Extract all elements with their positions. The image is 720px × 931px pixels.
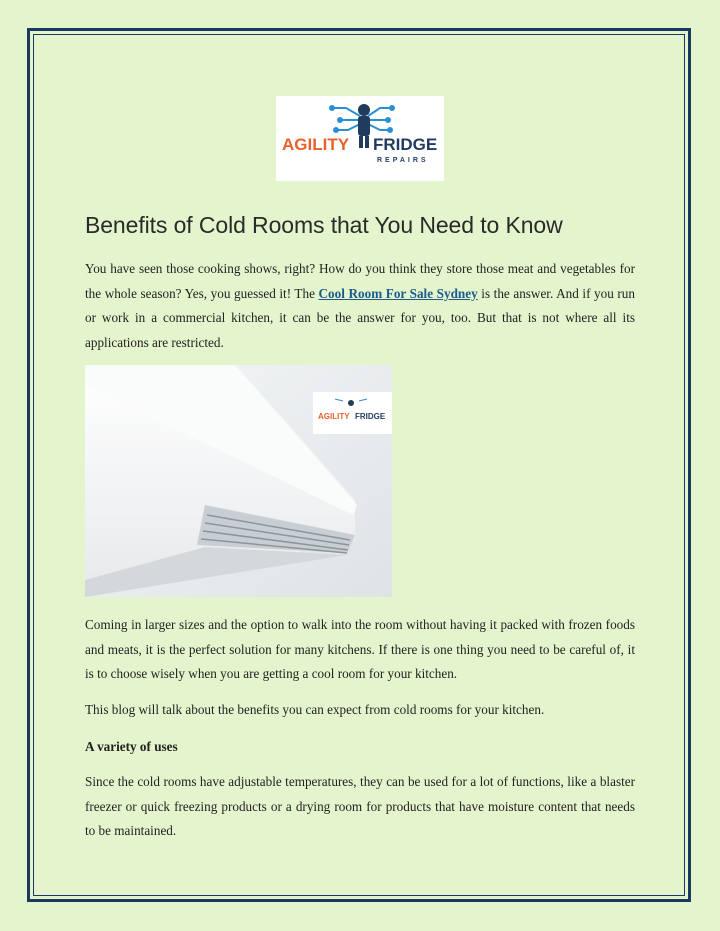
- logo-word-fridge: FRIDGE: [373, 135, 438, 154]
- air-conditioner-photo: [85, 365, 392, 597]
- fourth-paragraph: Since the cold rooms have adjustable temperatures, they can be used for a lot of functions, like a blaster freezer or quick freezing products or a drying room for products that have moisture content that needs to be maintained.: [85, 774, 635, 838]
- third-paragraph: This blog will talk about the benefits you can expect from cold rooms for your kitchen.: [85, 702, 545, 717]
- intro-paragraph: [85, 257, 635, 355]
- logo-word-repairs: REPAIRS: [377, 157, 429, 164]
- company-logo: [276, 96, 444, 181]
- cool-room-link[interactable]: Cool Room For Sale Sydney: [318, 285, 478, 301]
- photo-logo-word-fridge: FRIDGE: [355, 412, 386, 421]
- section-heading: A variety of uses: [85, 739, 178, 754]
- intro-text-after: is the answer. And if you run or work in a commercial kitchen, it can be the answer for you, too. But that is not where all its applications are restricted.: [85, 285, 635, 350]
- article-title: Benefits of Cold Rooms that You Need to Know: [85, 212, 563, 238]
- second-paragraph: Coming in larger sizes and the option to walk into the room without having it packed with frozen foods and meats, it is the perfect solution for many kitchens. If there is one thing you need to be careful of, it is to choose wisely when you are getting a cool room for your kitchen.: [85, 617, 635, 681]
- intro-text-before: You have seen those cooking shows, right? How do you think they store those meat and vegetables for the whole season? Yes, you guessed it! The: [85, 261, 635, 301]
- photo-logo-word-agility: AGILITY: [318, 412, 350, 421]
- logo-word-agility: AGILITY: [282, 135, 350, 154]
